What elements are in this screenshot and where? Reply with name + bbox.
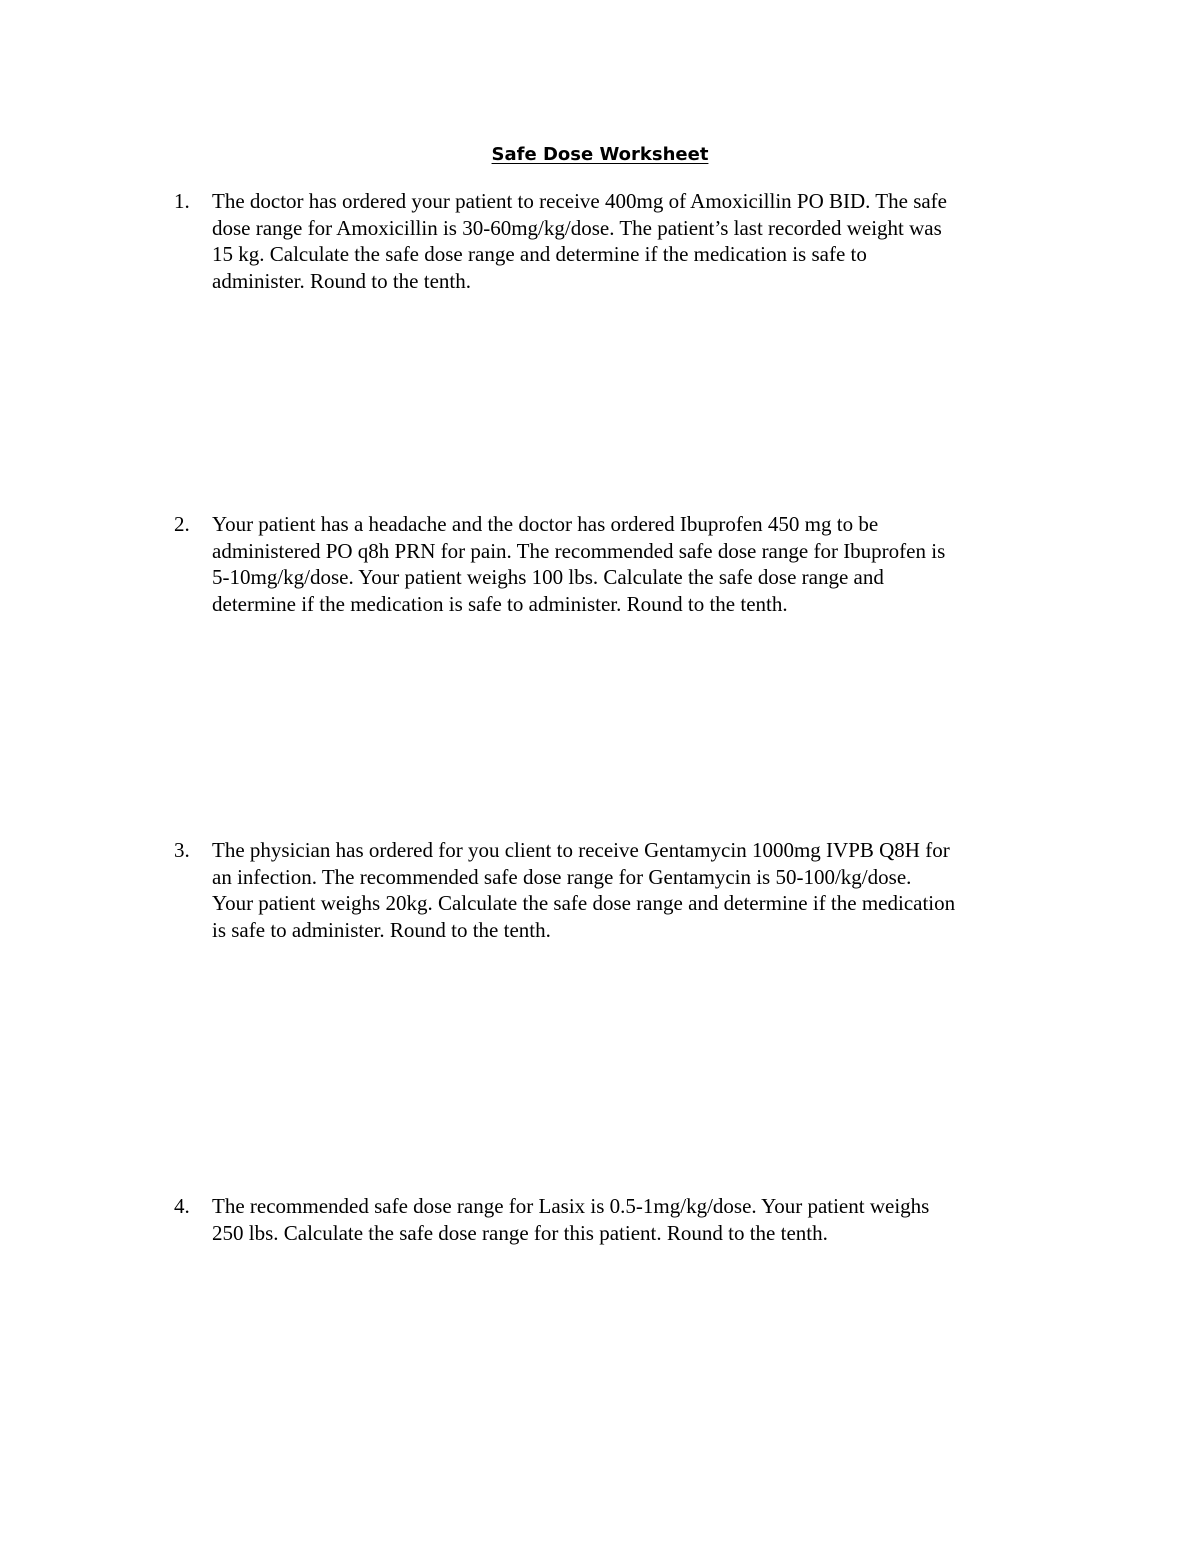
question-line: 15 kg. Calculate the safe dose range and determine if the medication is safe to xyxy=(212,242,867,266)
question-line: is safe to administer. Round to the tenth. xyxy=(212,917,551,942)
question-line: Your patient has a headache and the doctor has ordered Ibuprofen 450 mg to be xyxy=(212,512,879,536)
question-line: administer. Round to the tenth. xyxy=(212,268,471,293)
question-text xyxy=(212,837,1062,943)
question-line: 250 lbs. Calculate the safe dose range for this patient. Round to the tenth. xyxy=(212,1220,828,1245)
question-line: The physician has ordered for you client to receive Gentamycin 1000mg IVPB Q8H for xyxy=(212,838,950,862)
question-line: The doctor has ordered your patient to receive 400mg of Amoxicillin PO BID. The safe xyxy=(212,189,947,213)
page-title: Safe Dose Worksheet xyxy=(491,144,709,165)
question-line: The recommended safe dose range for Lasix is 0.5-1mg/kg/dose. Your patient weighs xyxy=(212,1194,930,1218)
question-text xyxy=(212,511,1062,617)
question-line: an infection. The recommended safe dose range for Gentamycin is 50-100/kg/dose. xyxy=(212,864,912,889)
question-text xyxy=(212,1193,1062,1246)
question-line: determine if the medication is safe to administer. Round to the tenth. xyxy=(212,591,788,616)
question-line: 5-10mg/kg/dose. Your patient weighs 100 lbs. Calculate the safe dose range and xyxy=(212,565,884,589)
question-text xyxy=(212,188,1062,294)
question-line: Your patient weighs 20kg. Calculate the safe dose range and determine if the medication xyxy=(212,891,956,915)
question-number: 3. xyxy=(174,838,190,862)
question-number: 2. xyxy=(174,512,190,536)
question-number: 4. xyxy=(174,1194,190,1218)
question-line: dose range for Amoxicillin is 30-60mg/kg/dose. The patient’s last recorded weight was xyxy=(212,215,942,240)
question-line: administered PO q8h PRN for pain. The recommended safe dose range for Ibuprofen is xyxy=(212,538,946,563)
question-number: 1. xyxy=(174,189,190,213)
